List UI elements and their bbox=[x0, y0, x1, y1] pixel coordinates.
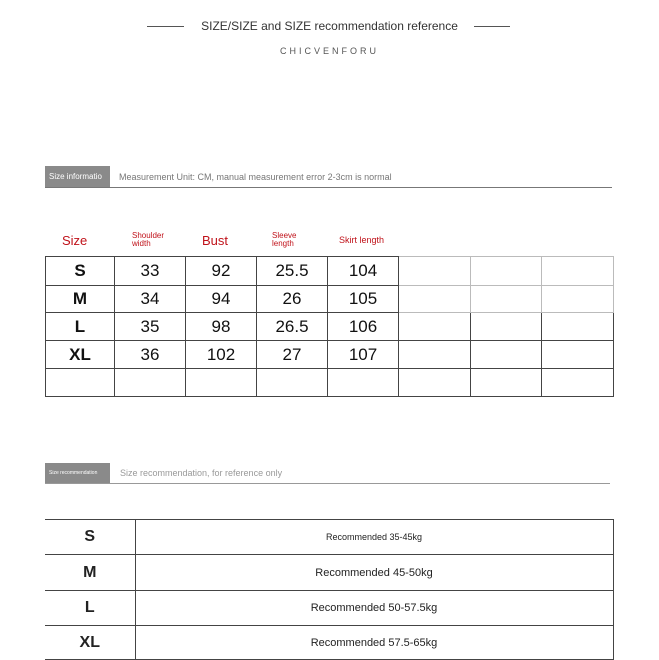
empty-cell bbox=[542, 257, 614, 286]
empty-cell bbox=[399, 313, 471, 341]
col-head-sleeve-label: Sleeve length bbox=[272, 231, 297, 248]
size-rec-table bbox=[45, 519, 614, 660]
size-cell: XL bbox=[46, 341, 115, 369]
empty-cell bbox=[471, 257, 542, 286]
size-cell: L bbox=[46, 313, 115, 341]
bust-cell: 92 bbox=[186, 257, 257, 286]
size-rec-bar bbox=[45, 463, 282, 483]
skirt-cell: 107 bbox=[328, 341, 399, 369]
bust-cell: 98 bbox=[186, 313, 257, 341]
empty-cell bbox=[115, 369, 186, 397]
empty-cell bbox=[542, 369, 614, 397]
empty-cell bbox=[399, 286, 471, 313]
col-head-shoulder-label: Shoulder width bbox=[132, 231, 165, 248]
size-cell: L bbox=[45, 591, 135, 626]
col-head-shoulder bbox=[132, 232, 182, 248]
recommendation-cell: Recommended 35-45kg bbox=[135, 520, 613, 555]
shoulder-cell: 35 bbox=[115, 313, 186, 341]
shoulder-cell: 34 bbox=[115, 286, 186, 313]
empty-cell bbox=[542, 313, 614, 341]
size-info-tag: Size informatio bbox=[45, 166, 110, 187]
col-head-size: Size bbox=[62, 233, 88, 248]
empty-cell bbox=[471, 369, 542, 397]
size-info-bar bbox=[45, 166, 392, 187]
brand-name: CHICVENFORU bbox=[279, 46, 379, 56]
bust-cell: 94 bbox=[186, 286, 257, 313]
table-row bbox=[46, 257, 614, 286]
sleeve-cell: 26 bbox=[257, 286, 328, 313]
size-cell: M bbox=[46, 286, 115, 313]
table-row bbox=[45, 591, 613, 626]
recommendation-cell: Recommended 57.5-65kg bbox=[135, 626, 613, 660]
size-rec-tag: Size recommendation bbox=[45, 463, 110, 483]
empty-cell bbox=[186, 369, 257, 397]
empty-cell bbox=[46, 369, 115, 397]
empty-cell bbox=[471, 313, 542, 341]
table-row bbox=[46, 369, 614, 397]
col-head-bust: Bust bbox=[202, 233, 229, 248]
empty-cell bbox=[542, 341, 614, 369]
header-rule-right bbox=[474, 26, 510, 27]
col-head-sleeve bbox=[272, 232, 312, 248]
empty-cell bbox=[471, 286, 542, 313]
empty-cell bbox=[542, 286, 614, 313]
empty-cell bbox=[399, 257, 471, 286]
size-cell: S bbox=[46, 257, 115, 286]
sleeve-cell: 25.5 bbox=[257, 257, 328, 286]
shoulder-cell: 33 bbox=[115, 257, 186, 286]
recommendation-cell: Recommended 45-50kg bbox=[135, 555, 613, 591]
size-table bbox=[45, 256, 614, 397]
skirt-cell: 105 bbox=[328, 286, 399, 313]
empty-cell bbox=[471, 341, 542, 369]
skirt-cell: 106 bbox=[328, 313, 399, 341]
empty-cell bbox=[399, 341, 471, 369]
table-row bbox=[45, 520, 613, 555]
size-info-note: Measurement Unit: CM, manual measurement error 2-3cm is normal bbox=[119, 171, 392, 182]
table-row bbox=[46, 313, 614, 341]
table-row bbox=[45, 626, 613, 660]
table-row bbox=[46, 341, 614, 369]
col-head-skirt: Skirt length bbox=[339, 235, 385, 245]
size-rec-note: Size recommendation, for reference only bbox=[120, 468, 283, 478]
size-cell: XL bbox=[45, 626, 135, 660]
sleeve-cell: 26.5 bbox=[257, 313, 328, 341]
empty-cell bbox=[328, 369, 399, 397]
page-title: SIZE/SIZE and SIZE recommendation reference bbox=[201, 19, 458, 33]
empty-cell bbox=[257, 369, 328, 397]
size-rec-rule bbox=[45, 483, 610, 484]
sleeve-cell: 27 bbox=[257, 341, 328, 369]
size-cell: M bbox=[45, 555, 135, 591]
size-info-rule bbox=[45, 187, 612, 188]
recommendation-cell: Recommended 50-57.5kg bbox=[135, 591, 613, 626]
size-cell: S bbox=[45, 520, 135, 555]
table-row bbox=[46, 286, 614, 313]
skirt-cell: 104 bbox=[328, 257, 399, 286]
table-row bbox=[45, 555, 613, 591]
empty-cell bbox=[399, 369, 471, 397]
bust-cell: 102 bbox=[186, 341, 257, 369]
shoulder-cell: 36 bbox=[115, 341, 186, 369]
